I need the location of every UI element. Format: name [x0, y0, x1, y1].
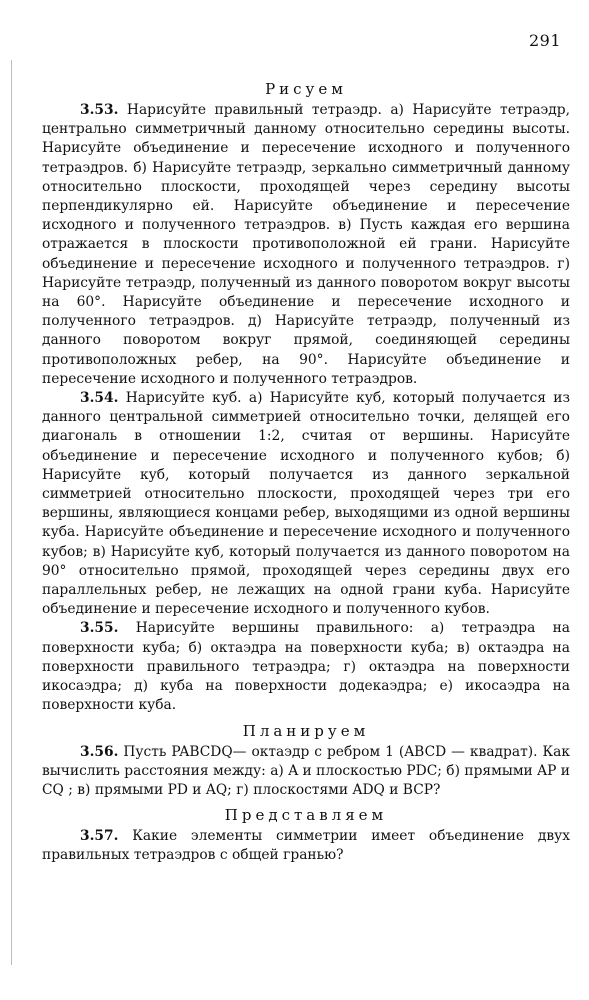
- problem-number: 3.55.: [80, 620, 119, 637]
- problem-3-56: [42, 743, 570, 801]
- problem-3-53: [42, 101, 570, 389]
- problem-number: 3.57.: [80, 828, 119, 845]
- section-title-draw: Рисуем: [265, 80, 347, 98]
- problem-text: Нарисуйте куб. а) Нарисуйте куб, который получается из данного центральной симметрией относительно точки, делящей его диагональ в отношении 1:2, считая от вершины. Нарисуйте объединение и пересечение исходного и полученного кубов; б) Нарисуйте куб, который получается из данного зеркальной симметрией относительно плоскости, проходящей через три его вершины, являющиеся концами ребер, выходящими из одной вершины куба. Нарисуйте объединение и пересечение исходного и полученного кубов; в) Нарисуйте куб, который получается из данного поворотом на 90° относительно прямой, проходящей через середины двух его параллельных ребер, не лежащих на одной грани куба. Нарисуйте объединение и пересечение исходного и полученного кубов.: [42, 390, 570, 618]
- problem-number: 3.53.: [80, 102, 119, 118]
- section-title-imagine: Представляем: [224, 806, 388, 825]
- problem-number: 3.56.: [80, 743, 119, 760]
- problem-3-55: [42, 619, 570, 715]
- section-title-plan: Планируем: [242, 721, 370, 740]
- page-edge-line: [11, 60, 12, 965]
- problem-3-54: [42, 389, 570, 619]
- problem-text: Какие элементы симметрии имеет объединение двух правильных тетраэдров с общей гранью?: [42, 828, 570, 864]
- problem-text: Нарисуйте правильный тетраэдр. а) Нарисуйте тетраэдр, центрально симметричный данному относительно середины высоты. Нарисуйте объединение и пересечение исходного и полученного тетраэдров. б) Нарисуйте тетраэдр, зеркально симметричный данному относительно плоскости, проходящей через середину высоты перпендикулярно ей. Нарисуйте объединение и пересечение исходного и полученного тетраэдров. в) Пусть каждая его вершина отражается в плоскости противоположной ей грани. Нарисуйте объединение и пересечение исходного и полученного тетраэдров. г) Нарисуйте тетраэдр, полученный из данного поворотом вокруг высоты на 60°. Нарисуйте объединение и пересечение исходного и полученного тетраэдров. д) Нарисуйте тетраэдр, полученный из данного поворотом вокруг прямой, соединяющей середины противоположных ребер, на 90°. Нарисуйте объединение и пересечение исходного и полученного тетраэдров.: [42, 102, 570, 387]
- page-number: 291: [528, 31, 561, 50]
- problem-3-57: [42, 827, 570, 865]
- problem-text: Пусть PABCDQ— октаэдр с ребром 1 (ABCD — квадрат). Как вычислить расстояния между: а) A и плоскостью PDC; б) прямыми AP и CQ ; в) прямыми PD и AQ; г) плоскостями ADQ и BCP?: [42, 743, 570, 798]
- problem-number: 3.54.: [80, 390, 119, 407]
- page-content: [42, 80, 570, 866]
- problem-text: Нарисуйте вершины правильного: а) тетраэдра на поверхности куба; б) октаэдра на поверхности куба; в) октаэдра на поверхности правильного тетраэдра; г) октаэдра на поверхности икосаэдра; д) куба на поверхности додекаэдра; е) икосаэдра на поверхности куба.: [42, 620, 571, 714]
